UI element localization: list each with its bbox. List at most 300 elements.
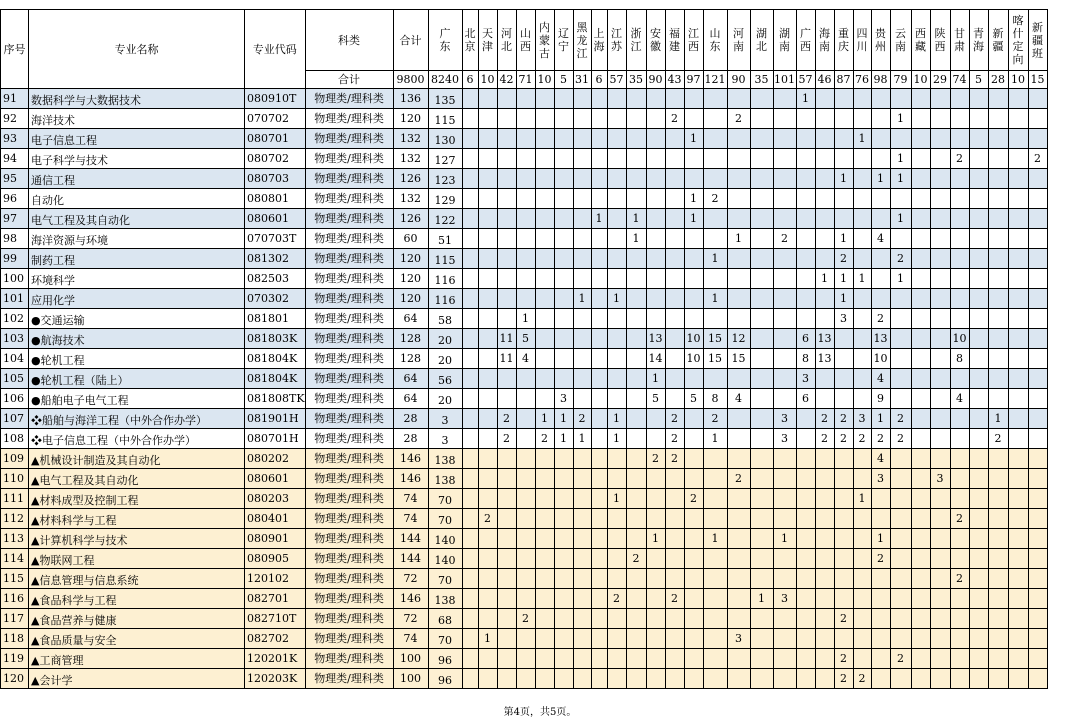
header-province: 云 南 <box>890 10 911 71</box>
row-seq: 110 <box>1 469 29 489</box>
row-province-count <box>516 569 535 589</box>
row-province-count <box>727 649 750 669</box>
row-province-count: 3 <box>773 429 796 449</box>
row-province-count <box>554 109 573 129</box>
row-province-count <box>554 349 573 369</box>
row-province-count <box>815 649 834 669</box>
row-province-count <box>535 249 554 269</box>
row-province-count <box>988 329 1008 349</box>
row-province-count <box>626 249 646 269</box>
row-province-count <box>988 389 1008 409</box>
row-major-code: 080601 <box>245 209 306 229</box>
row-province-count <box>665 209 684 229</box>
row-province-count <box>462 349 478 369</box>
row-province-count <box>646 649 665 669</box>
row-province-count: 1 <box>890 169 911 189</box>
row-province-count: 1 <box>834 289 853 309</box>
row-province-count <box>478 429 497 449</box>
row-major-name: 环境科学 <box>29 269 245 289</box>
row-province-count <box>890 309 911 329</box>
row-province-count <box>815 229 834 249</box>
row-province-count <box>1028 609 1047 629</box>
row-province-count <box>554 329 573 349</box>
row-province-count <box>773 509 796 529</box>
row-province-count <box>591 449 607 469</box>
row-province-count <box>969 429 988 449</box>
row-province-count <box>911 249 930 269</box>
province-total: 29 <box>930 71 950 89</box>
header-province: 陕 西 <box>930 10 950 71</box>
row-province-count <box>727 169 750 189</box>
row-province-count <box>750 629 773 649</box>
row-province-count <box>969 669 988 689</box>
row-province-count <box>665 569 684 589</box>
row-province-count <box>626 589 646 609</box>
row-province-count: 2 <box>890 649 911 669</box>
row-province-count <box>535 669 554 689</box>
row-province-count <box>1008 449 1028 469</box>
row-province-count <box>834 389 853 409</box>
row-province-count <box>969 209 988 229</box>
row-province-count: 2 <box>853 669 871 689</box>
row-province-count <box>871 589 890 609</box>
row-province-count <box>478 369 497 389</box>
row-province-count: 70 <box>428 569 462 589</box>
row-province-count <box>930 669 950 689</box>
row-province-count <box>478 449 497 469</box>
row-province-count <box>535 269 554 289</box>
row-province-count <box>834 509 853 529</box>
row-major-code: 080901 <box>245 529 306 549</box>
row-province-count <box>478 269 497 289</box>
row-province-count <box>535 89 554 109</box>
row-province-count: 20 <box>428 329 462 349</box>
row-province-count <box>646 129 665 149</box>
row-province-count: 122 <box>428 209 462 229</box>
header-province: 辽 宁 <box>554 10 573 71</box>
row-province-count: 1 <box>607 489 626 509</box>
row-province-count <box>871 129 890 149</box>
row-province-count <box>969 249 988 269</box>
row-province-count: 2 <box>1028 149 1047 169</box>
row-province-count <box>930 529 950 549</box>
row-province-count: 1 <box>853 269 871 289</box>
row-province-count <box>911 329 930 349</box>
row-province-count: 1 <box>535 409 554 429</box>
row-province-count <box>773 269 796 289</box>
row-province-count <box>1008 149 1028 169</box>
row-province-count <box>853 349 871 369</box>
row-province-count <box>773 489 796 509</box>
table-row <box>1 509 1048 529</box>
row-province-count <box>462 469 478 489</box>
row-province-count: 1 <box>626 209 646 229</box>
row-major-code: 070702 <box>245 109 306 129</box>
row-province-count <box>727 489 750 509</box>
row-province-count <box>890 549 911 569</box>
row-province-count <box>607 269 626 289</box>
row-province-count <box>950 449 969 469</box>
header-province: 天 津 <box>478 10 497 71</box>
row-province-count <box>988 529 1008 549</box>
row-province-count <box>727 309 750 329</box>
header-province: 山 西 <box>516 10 535 71</box>
row-province-count: 58 <box>428 309 462 329</box>
row-province-count <box>969 649 988 669</box>
row-province-count: 5 <box>646 389 665 409</box>
row-province-count <box>626 489 646 509</box>
row-province-count <box>1028 549 1047 569</box>
row-total: 64 <box>393 309 428 329</box>
table-row <box>1 189 1048 209</box>
row-category: 物理类/理科类 <box>305 149 393 169</box>
row-province-count <box>930 169 950 189</box>
row-province-count <box>573 189 591 209</box>
row-province-count <box>988 89 1008 109</box>
province-total: 31 <box>573 71 591 89</box>
row-province-count <box>853 629 871 649</box>
row-seq: 101 <box>1 289 29 309</box>
province-total: 10 <box>535 71 554 89</box>
row-province-count <box>853 509 871 529</box>
row-province-count <box>988 249 1008 269</box>
province-total: 101 <box>773 71 796 89</box>
row-province-count <box>890 349 911 369</box>
row-province-count <box>607 449 626 469</box>
row-province-count <box>626 529 646 549</box>
row-province-count <box>554 369 573 389</box>
row-province-count: 2 <box>871 309 890 329</box>
row-province-count <box>462 529 478 549</box>
header-province: 四 川 <box>853 10 871 71</box>
row-province-count <box>988 109 1008 129</box>
row-major-name: ❖电子信息工程（中外合作办学） <box>29 429 245 449</box>
row-province-count <box>750 429 773 449</box>
row-province-count <box>815 109 834 129</box>
row-province-count <box>1028 629 1047 649</box>
row-seq: 120 <box>1 669 29 689</box>
row-province-count <box>750 289 773 309</box>
row-province-count <box>554 149 573 169</box>
row-province-count: 1 <box>516 309 535 329</box>
row-province-count <box>626 189 646 209</box>
row-province-count <box>1008 109 1028 129</box>
row-province-count <box>1008 249 1028 269</box>
row-province-count <box>930 409 950 429</box>
row-province-count <box>626 169 646 189</box>
row-province-count <box>703 649 727 669</box>
row-province-count <box>516 389 535 409</box>
row-province-count <box>930 429 950 449</box>
row-province-count: 10 <box>871 349 890 369</box>
row-province-count: 13 <box>815 349 834 369</box>
row-province-count <box>591 169 607 189</box>
row-province-count <box>988 169 1008 189</box>
row-province-count <box>796 569 815 589</box>
row-total: 144 <box>393 529 428 549</box>
row-province-count <box>950 469 969 489</box>
row-province-count <box>890 189 911 209</box>
row-province-count <box>535 629 554 649</box>
row-province-count <box>554 469 573 489</box>
row-province-count: 2 <box>646 449 665 469</box>
row-category: 物理类/理科类 <box>305 169 393 189</box>
row-province-count <box>890 329 911 349</box>
row-province-count: 140 <box>428 549 462 569</box>
row-province-count <box>646 669 665 689</box>
table-row <box>1 429 1048 449</box>
row-province-count <box>853 209 871 229</box>
row-province-count <box>988 589 1008 609</box>
row-province-count: 1 <box>607 429 626 449</box>
row-province-count <box>727 409 750 429</box>
row-province-count <box>573 469 591 489</box>
row-province-count <box>750 249 773 269</box>
row-province-count <box>815 169 834 189</box>
row-province-count <box>703 549 727 569</box>
row-province-count <box>703 369 727 389</box>
row-seq: 107 <box>1 409 29 429</box>
row-seq: 100 <box>1 269 29 289</box>
row-province-count <box>796 469 815 489</box>
row-province-count <box>815 389 834 409</box>
row-province-count <box>684 109 703 129</box>
row-province-count <box>497 469 516 489</box>
row-province-count <box>478 249 497 269</box>
row-province-count <box>853 149 871 169</box>
row-province-count: 1 <box>890 109 911 129</box>
row-province-count <box>815 129 834 149</box>
row-major-name: 自动化 <box>29 189 245 209</box>
row-province-count <box>535 189 554 209</box>
row-province-count <box>988 309 1008 329</box>
row-province-count <box>516 289 535 309</box>
row-province-count <box>853 449 871 469</box>
row-province-count <box>930 309 950 329</box>
row-seq: 111 <box>1 489 29 509</box>
row-province-count <box>573 509 591 529</box>
row-province-count <box>796 629 815 649</box>
row-province-count <box>815 609 834 629</box>
row-province-count <box>1028 269 1047 289</box>
row-province-count <box>646 89 665 109</box>
row-province-count <box>727 429 750 449</box>
header-major-code: 专业代码 <box>245 10 306 89</box>
row-province-count <box>607 329 626 349</box>
row-province-count <box>535 469 554 489</box>
row-province-count <box>834 549 853 569</box>
row-province-count <box>646 229 665 249</box>
row-province-count <box>796 509 815 529</box>
row-province-count <box>950 209 969 229</box>
row-province-count <box>727 569 750 589</box>
province-total: 98 <box>871 71 890 89</box>
row-province-count <box>554 669 573 689</box>
row-major-code: 081302 <box>245 249 306 269</box>
row-province-count: 2 <box>890 249 911 269</box>
row-major-name: ▲计算机科学与技术 <box>29 529 245 549</box>
row-province-count <box>871 489 890 509</box>
row-province-count <box>516 449 535 469</box>
row-province-count <box>773 249 796 269</box>
row-total: 132 <box>393 129 428 149</box>
row-province-count <box>684 469 703 489</box>
row-major-name: ▲材料成型及控制工程 <box>29 489 245 509</box>
row-province-count: 1 <box>727 229 750 249</box>
row-province-count <box>684 309 703 329</box>
row-province-count <box>535 289 554 309</box>
row-province-count <box>1008 89 1028 109</box>
row-province-count <box>930 149 950 169</box>
row-province-count <box>497 649 516 669</box>
row-province-count: 68 <box>428 609 462 629</box>
row-province-count <box>773 369 796 389</box>
row-province-count <box>988 669 1008 689</box>
row-province-count <box>796 549 815 569</box>
row-total: 126 <box>393 169 428 189</box>
row-province-count <box>607 129 626 149</box>
row-province-count <box>750 209 773 229</box>
row-province-count <box>591 189 607 209</box>
row-province-count <box>591 109 607 129</box>
row-province-count <box>665 609 684 629</box>
row-major-name: 海洋技术 <box>29 109 245 129</box>
row-province-count <box>554 649 573 669</box>
row-province-count <box>703 629 727 649</box>
row-province-count <box>497 489 516 509</box>
row-province-count <box>478 229 497 249</box>
row-province-count <box>516 109 535 129</box>
province-total: 46 <box>815 71 834 89</box>
row-province-count <box>626 309 646 329</box>
row-province-count: 10 <box>950 329 969 349</box>
row-province-count <box>591 329 607 349</box>
row-total: 120 <box>393 269 428 289</box>
row-province-count <box>626 289 646 309</box>
row-province-count <box>969 149 988 169</box>
row-province-count: 2 <box>815 429 834 449</box>
row-province-count <box>727 89 750 109</box>
row-province-count <box>516 509 535 529</box>
row-province-count <box>607 549 626 569</box>
row-province-count <box>703 469 727 489</box>
row-total: 74 <box>393 509 428 529</box>
row-province-count <box>591 469 607 489</box>
row-province-count <box>750 469 773 489</box>
row-province-count <box>727 589 750 609</box>
row-province-count <box>573 589 591 609</box>
row-province-count <box>1008 589 1028 609</box>
row-province-count <box>930 109 950 129</box>
row-province-count <box>890 89 911 109</box>
row-province-count <box>930 249 950 269</box>
row-province-count <box>815 89 834 109</box>
row-province-count: 14 <box>646 349 665 369</box>
row-province-count <box>796 489 815 509</box>
row-province-count: 2 <box>834 249 853 269</box>
header-category: 科类 <box>305 10 393 71</box>
row-province-count <box>911 529 930 549</box>
row-province-count <box>796 649 815 669</box>
row-province-count: 9 <box>871 389 890 409</box>
row-province-count <box>988 449 1008 469</box>
row-province-count: 8 <box>950 349 969 369</box>
row-province-count <box>853 189 871 209</box>
row-province-count <box>535 169 554 189</box>
row-province-count <box>573 489 591 509</box>
row-province-count <box>478 469 497 489</box>
row-province-count <box>853 249 871 269</box>
row-province-count <box>684 249 703 269</box>
row-province-count <box>969 489 988 509</box>
row-province-count <box>930 629 950 649</box>
row-province-count <box>815 629 834 649</box>
row-province-count: 20 <box>428 349 462 369</box>
table-row <box>1 629 1048 649</box>
row-seq: 93 <box>1 129 29 149</box>
row-province-count <box>727 149 750 169</box>
row-province-count <box>535 649 554 669</box>
row-province-count: 1 <box>834 169 853 189</box>
row-province-count <box>684 289 703 309</box>
row-province-count: 2 <box>665 589 684 609</box>
province-total: 57 <box>607 71 626 89</box>
row-province-count <box>1008 409 1028 429</box>
row-major-name: 制药工程 <box>29 249 245 269</box>
row-total: 132 <box>393 149 428 169</box>
row-province-count <box>1008 329 1028 349</box>
row-province-count <box>911 469 930 489</box>
row-province-count <box>607 229 626 249</box>
row-province-count: 129 <box>428 189 462 209</box>
row-province-count <box>478 349 497 369</box>
row-province-count <box>750 369 773 389</box>
row-province-count: 8 <box>796 349 815 369</box>
header-province: 河 南 <box>727 10 750 71</box>
row-province-count <box>478 329 497 349</box>
row-province-count <box>890 569 911 589</box>
table-row <box>1 349 1048 369</box>
row-province-count: 2 <box>516 609 535 629</box>
row-province-count <box>853 649 871 669</box>
row-province-count <box>497 289 516 309</box>
page-footer: 第4页，共5页。 <box>503 707 577 718</box>
row-province-count <box>554 509 573 529</box>
row-province-count <box>1008 509 1028 529</box>
row-province-count: 2 <box>478 509 497 529</box>
row-province-count <box>969 269 988 289</box>
province-total: 5 <box>554 71 573 89</box>
row-province-count <box>750 389 773 409</box>
row-category: 物理类/理科类 <box>305 569 393 589</box>
row-province-count <box>607 349 626 369</box>
row-province-count <box>796 529 815 549</box>
row-province-count <box>607 249 626 269</box>
row-major-name: ●船舶电子电气工程 <box>29 389 245 409</box>
row-total: 132 <box>393 189 428 209</box>
row-province-count <box>646 189 665 209</box>
row-province-count <box>516 429 535 449</box>
row-province-count <box>796 189 815 209</box>
row-province-count <box>950 129 969 149</box>
row-province-count: 1 <box>773 529 796 549</box>
row-major-code: 082710T <box>245 609 306 629</box>
row-province-count <box>554 289 573 309</box>
row-province-count <box>591 289 607 309</box>
row-province-count: 2 <box>727 109 750 129</box>
row-province-count: 135 <box>428 89 462 109</box>
row-province-count: 15 <box>703 349 727 369</box>
